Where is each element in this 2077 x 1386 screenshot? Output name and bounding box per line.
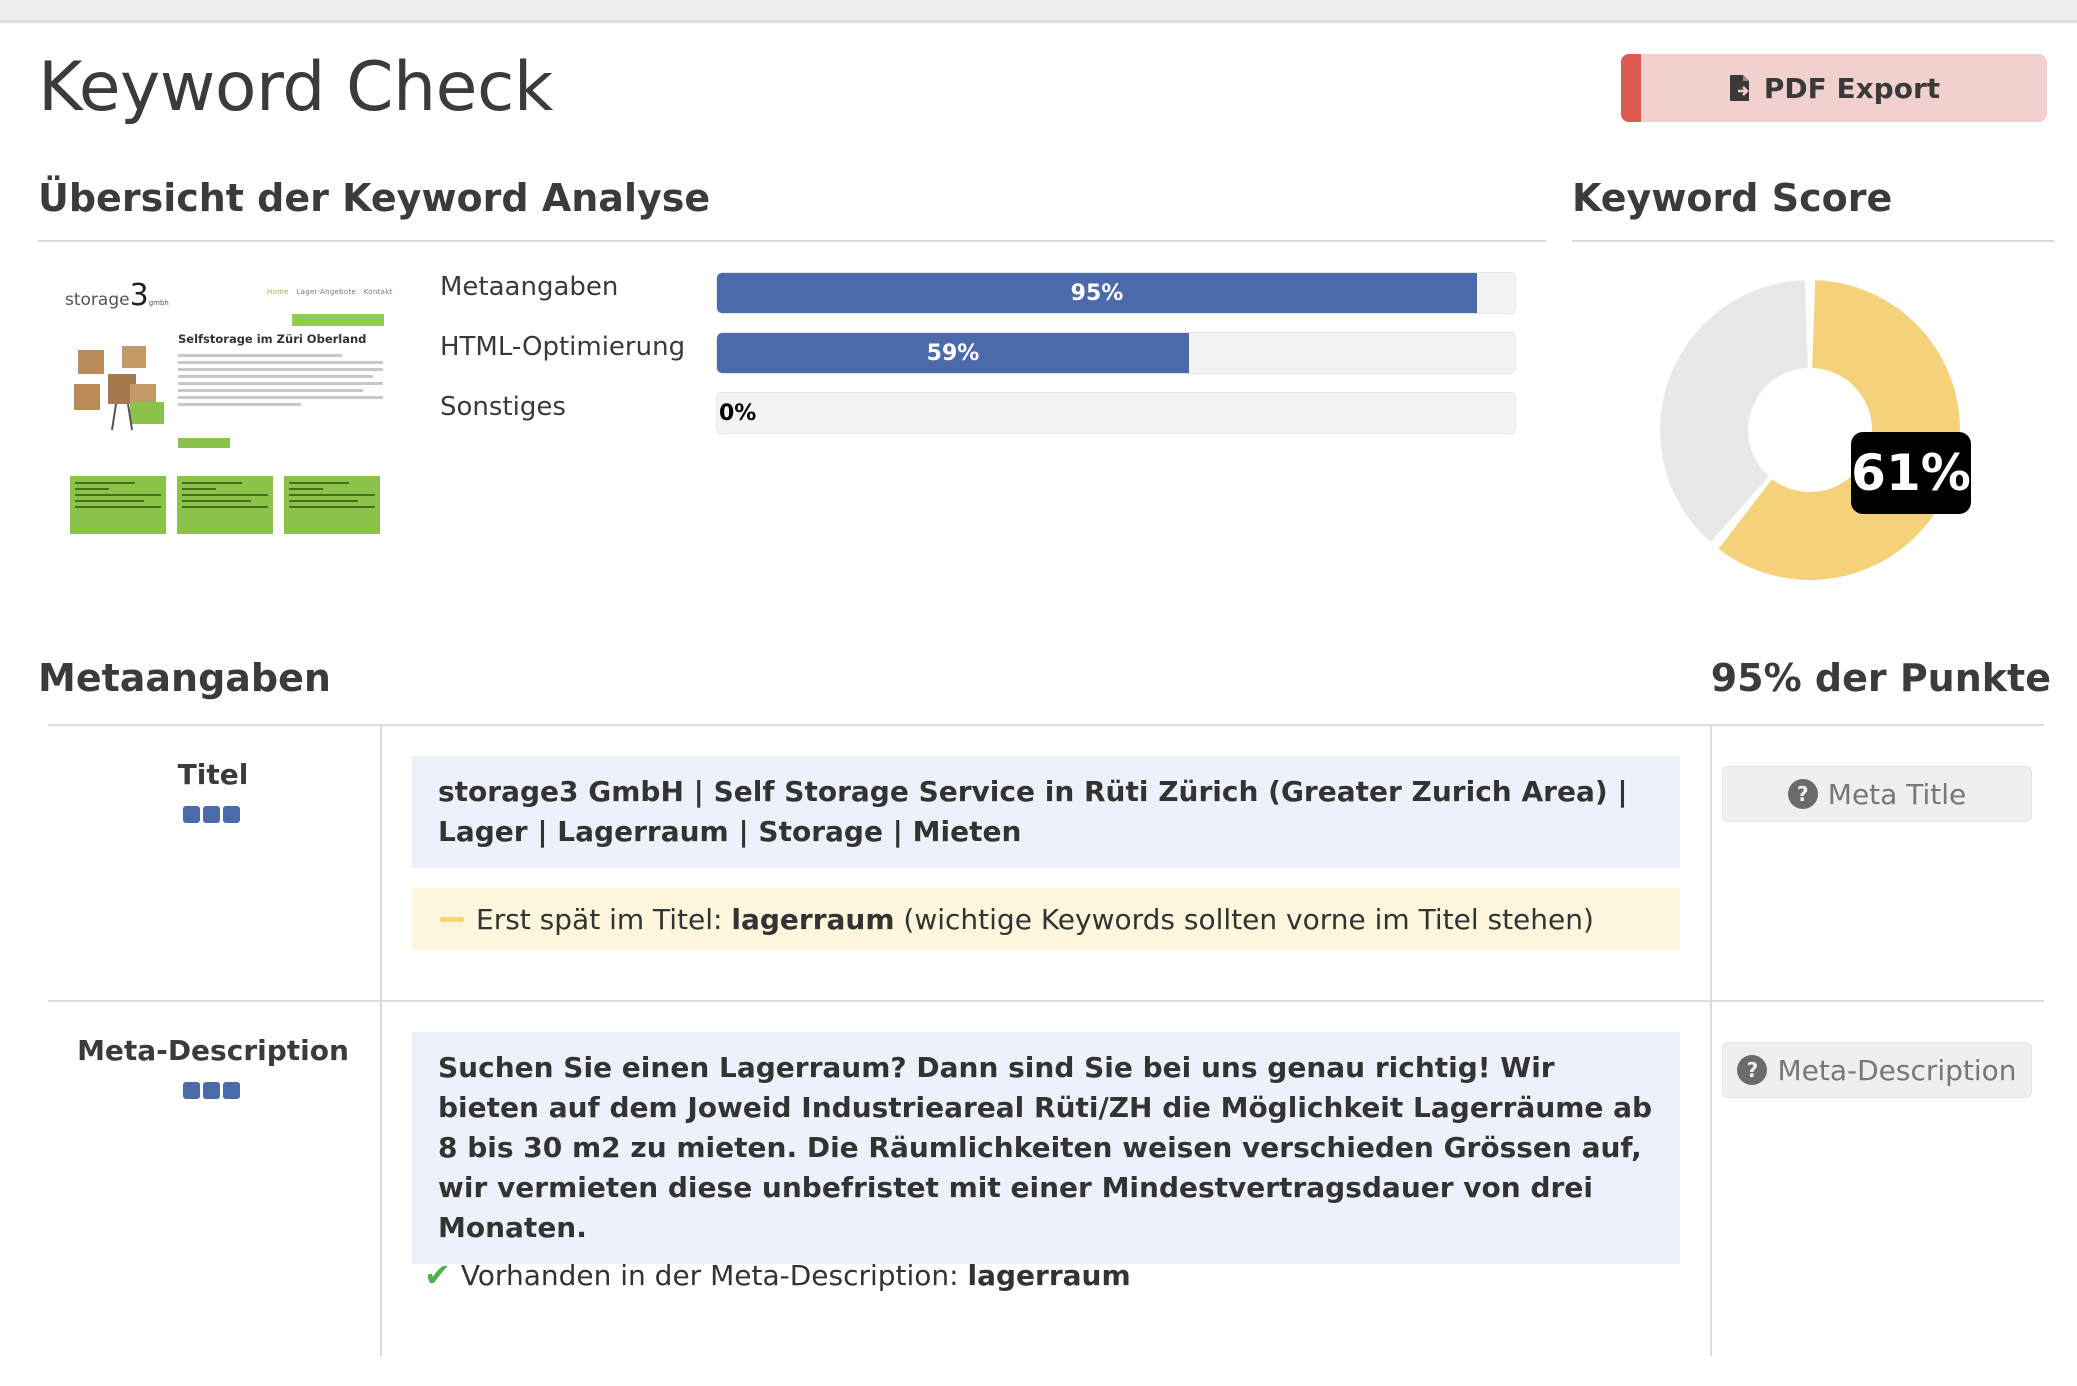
table-column-divider — [380, 726, 382, 1356]
overview-heading: Übersicht der Keyword Analyse — [38, 176, 711, 220]
file-export-icon — [1728, 74, 1752, 102]
rating-dots — [183, 806, 240, 823]
question-icon: ? — [1737, 1055, 1767, 1085]
keyword-score-donut — [1660, 280, 1960, 580]
page-title: Keyword Check — [38, 48, 553, 127]
bar-label-sonstiges: Sonstiges — [440, 392, 566, 422]
thumbnail-step-box — [177, 476, 273, 534]
pdf-export-button[interactable] — [1621, 54, 2047, 122]
metaangaben-points: 95% der Punkte — [1710, 656, 2051, 700]
keyword-score-heading: Keyword Score — [1572, 176, 1893, 220]
bar-label-metaangaben: Metaangaben — [440, 272, 619, 302]
help-button-label: Meta Title — [1827, 777, 1967, 811]
thumbnail-headline: Selfstorage im Züri Oberland — [178, 332, 367, 346]
thumbnail-step-box — [284, 476, 380, 534]
warning-dash-icon — [440, 917, 464, 922]
boxes-illustration — [72, 340, 172, 444]
website-thumbnail — [52, 270, 394, 540]
warning-text: Erst spät im Titel: lagerraum (wichtige Keywords sollten vorne im Titel stehen) — [476, 902, 1594, 936]
thumbnail-nav: Home Lager-Angebote Kontakt — [267, 288, 393, 296]
progress-value: 95% — [1070, 280, 1124, 306]
divider — [1572, 240, 2054, 242]
button-accent — [1621, 54, 1641, 122]
thumbnail-logo: storage3gmbh — [65, 278, 169, 313]
thumbnail-cta — [178, 438, 230, 448]
check-icon: ✔ — [424, 1256, 451, 1294]
progress-bar-html-optimierung — [716, 332, 1516, 374]
top-bar — [0, 0, 2077, 23]
meta-title-warning — [412, 888, 1680, 950]
meta-description-content: Suchen Sie einen Lagerraum? Dann sind Sie bei uns genau richtig! Wir bieten auf dem Joweid Industrieareal Rüti/ZH die Möglichkeit Lagerräume ab 8 bis 30 m2 zu mieten. Die Räumlichkeiten weisen verschieden Grössen auf, wir vermieten diese unbefristet mit einer Mindestvertragsdauer von drei Monaten. — [412, 1032, 1680, 1264]
help-button-label: Meta-Description — [1777, 1053, 2017, 1087]
row-label-titel: Titel — [177, 758, 249, 791]
table-column-divider — [1710, 726, 1712, 1356]
progress-value: 59% — [926, 340, 980, 366]
divider — [38, 240, 1546, 242]
progress-bar-metaangaben — [716, 272, 1516, 314]
table-row-divider — [48, 1000, 2044, 1002]
bar-label-html-optimierung: HTML-Optimierung — [440, 332, 686, 362]
metaangaben-heading: Metaangaben — [38, 656, 331, 700]
row-label-meta-description: Meta-Description — [77, 1034, 349, 1067]
thumbnail-phone-bar — [292, 314, 384, 326]
meta-description-success — [424, 1256, 1131, 1294]
meta-description-help-button[interactable] — [1722, 1042, 2032, 1098]
question-icon: ? — [1788, 779, 1818, 809]
success-text: Vorhanden in der Meta-Description: lagerraum — [460, 1258, 1131, 1292]
pdf-export-label: PDF Export — [1763, 71, 1941, 105]
keyword-score-value: 61% — [1851, 432, 1971, 514]
rating-dots — [183, 1082, 240, 1099]
thumbnail-step-box — [70, 476, 166, 534]
progress-value: 0% — [719, 400, 757, 426]
meta-title-content: storage3 GmbH | Self Storage Service in Rüti Zürich (Greater Zurich Area) | Lager | Lagerraum | Storage | Mieten — [412, 756, 1680, 868]
progress-bar-sonstiges — [716, 392, 1516, 434]
table-top-border — [48, 724, 2044, 726]
thumbnail-text-lines — [178, 354, 383, 410]
meta-title-help-button[interactable] — [1722, 766, 2032, 822]
